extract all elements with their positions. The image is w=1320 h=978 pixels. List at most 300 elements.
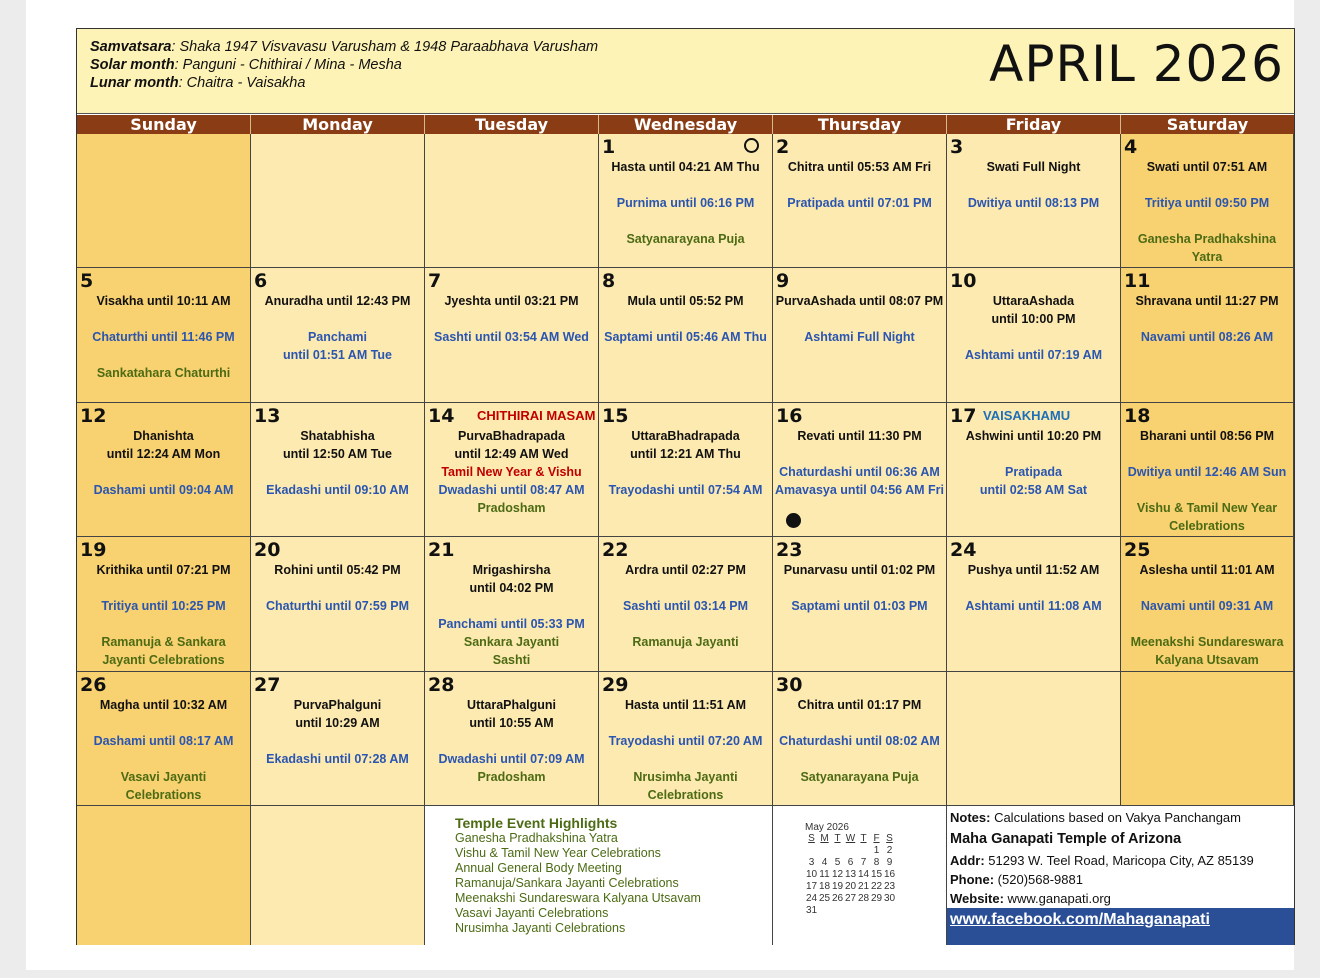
day-details bbox=[425, 696, 598, 786]
day-details bbox=[947, 427, 1120, 499]
day-cell-2 bbox=[773, 134, 947, 268]
phone-value: (520)568-9881 bbox=[994, 872, 1083, 887]
day-detail-line: UttaraBhadrapada bbox=[631, 428, 740, 443]
day-number: 22 bbox=[602, 539, 629, 562]
empty-day-cell bbox=[425, 134, 599, 268]
day-detail-line: Bharani until 08:56 PM bbox=[1139, 428, 1275, 443]
day-number: 26 bbox=[80, 673, 107, 696]
weekday-sunday: Sunday bbox=[77, 115, 251, 134]
day-details bbox=[599, 292, 772, 346]
mini-day: 20 bbox=[844, 881, 857, 892]
day-detail-line: UttaraPhalguni bbox=[467, 697, 556, 712]
day-detail-line: Ashtami Full Night bbox=[804, 330, 915, 345]
day-detail-line bbox=[773, 714, 946, 732]
day-detail-line bbox=[1121, 212, 1293, 230]
day-detail-line: Satyanarayana Puja bbox=[626, 232, 745, 246]
day-detail-line bbox=[773, 445, 946, 463]
website-label: Website: bbox=[950, 891, 1004, 906]
day-number: 23 bbox=[776, 539, 803, 562]
day-detail-line: Kalyana Utsavam bbox=[1155, 653, 1259, 668]
mini-day: 25 bbox=[818, 893, 831, 904]
day-detail-line: Satyanarayana Puja bbox=[800, 769, 919, 784]
temple-event-highlights bbox=[425, 806, 773, 945]
day-detail-line: Navami until 09:31 AM bbox=[1140, 599, 1274, 614]
day-detail-line: PurvaPhalguni bbox=[293, 697, 382, 712]
footer-empty-cell bbox=[251, 806, 425, 945]
day-detail-line: Vishu & Tamil New Year bbox=[1136, 500, 1278, 515]
day-detail-line: until 12:21 AM Thu bbox=[630, 446, 741, 461]
mini-day: 7 bbox=[860, 857, 867, 868]
day-details bbox=[251, 292, 424, 364]
day-details bbox=[251, 561, 424, 615]
mini-day: 2 bbox=[886, 845, 893, 856]
day-detail-line: Ganesha Pradhakshina bbox=[1137, 232, 1277, 246]
samvatsara-value: : Shaka 1947 Visvavasu Varusham & 1948 Paraabhava Varusham bbox=[171, 39, 599, 55]
day-details bbox=[251, 427, 424, 499]
mini-day bbox=[831, 905, 844, 917]
day-detail-line: Ashwini until 10:20 PM bbox=[965, 428, 1102, 443]
day-cell-20 bbox=[251, 537, 425, 671]
mini-day: 17 bbox=[805, 881, 818, 892]
day-detail-line: Chitra until 05:53 AM Fri bbox=[787, 160, 932, 174]
day-detail-line bbox=[425, 732, 598, 750]
day-detail-line: Tritiya until 09:50 PM bbox=[1144, 196, 1270, 210]
day-detail-line: Shravana until 11:27 PM bbox=[1135, 294, 1279, 309]
day-detail-line bbox=[77, 579, 250, 597]
day-details bbox=[425, 427, 598, 517]
day-details bbox=[773, 696, 946, 786]
day-number: 17 bbox=[950, 404, 977, 427]
day-detail-line: Vasavi Jayanti bbox=[120, 769, 207, 784]
day-detail-line: until 10:29 AM bbox=[295, 715, 380, 730]
day-detail-line bbox=[251, 310, 424, 328]
month-start-tag: VAISAKHAMU bbox=[983, 407, 1071, 423]
day-detail-line: PurvaBhadrapada bbox=[458, 428, 565, 443]
mini-day bbox=[844, 905, 857, 917]
events-heading: Temple Event Highlights bbox=[455, 815, 618, 831]
mini-calendar-may bbox=[773, 806, 947, 945]
mini-day: 8 bbox=[873, 857, 880, 868]
day-cell-16 bbox=[773, 403, 947, 537]
website-value[interactable]: www.ganapati.org bbox=[1003, 891, 1111, 906]
day-cell-4 bbox=[1121, 134, 1294, 268]
footer-empty-cell bbox=[77, 806, 251, 945]
day-detail-line: Celebrations bbox=[1169, 518, 1245, 533]
day-number: 11 bbox=[1124, 270, 1151, 293]
day-number: 8 bbox=[602, 270, 616, 293]
samvatsara-label: Samvatsara bbox=[90, 39, 172, 55]
mini-weekday: M bbox=[820, 833, 829, 844]
day-detail-line: Ashtami until 11:08 AM bbox=[965, 599, 1102, 614]
day-detail-line bbox=[773, 579, 946, 597]
day-details bbox=[77, 696, 250, 804]
mini-day: 18 bbox=[818, 881, 831, 892]
day-details bbox=[1121, 158, 1293, 266]
day-detail-line bbox=[251, 732, 424, 750]
mini-day: 30 bbox=[883, 893, 896, 904]
day-detail-line bbox=[251, 463, 424, 481]
mini-day: 14 bbox=[857, 869, 870, 880]
mini-day: 27 bbox=[844, 893, 857, 904]
day-cell-21 bbox=[425, 537, 599, 671]
day-detail-line: Anuradha until 12:43 PM bbox=[264, 294, 411, 309]
day-detail-line: Magha until 10:32 AM bbox=[99, 697, 228, 712]
day-detail-line: Mrigashirsha bbox=[472, 563, 551, 578]
mini-day: 1 bbox=[873, 845, 880, 856]
day-cell-24 bbox=[947, 537, 1121, 671]
mini-weekday: F bbox=[873, 833, 880, 844]
calendar-header bbox=[77, 29, 1294, 114]
day-number: 19 bbox=[80, 539, 107, 562]
mini-day: 28 bbox=[857, 893, 870, 904]
month-start-tag: CHITHIRAI MASAM bbox=[477, 407, 596, 423]
day-details bbox=[599, 696, 772, 804]
day-detail-line: Pushya until 11:52 AM bbox=[967, 563, 1100, 578]
day-detail-line: Ramanuja & Sankara bbox=[101, 635, 226, 650]
mini-day: 26 bbox=[831, 893, 844, 904]
day-detail-line: Pratipada until 07:01 PM bbox=[787, 196, 932, 210]
day-detail-line: Dashami until 09:04 AM bbox=[93, 482, 234, 497]
day-details bbox=[773, 427, 946, 499]
day-details bbox=[1121, 561, 1293, 669]
day-detail-line: Purnima until 06:16 PM bbox=[616, 196, 755, 210]
day-detail-line: Celebrations bbox=[647, 787, 724, 802]
day-detail-line: UttaraAshada bbox=[992, 294, 1075, 309]
day-number: 14 bbox=[428, 404, 455, 427]
day-detail-line bbox=[947, 328, 1120, 346]
day-detail-line: Celebrations bbox=[125, 787, 202, 802]
mini-day bbox=[857, 845, 870, 857]
mini-day: 10 bbox=[805, 869, 818, 880]
day-detail-line bbox=[599, 212, 772, 230]
day-cell-29 bbox=[599, 672, 773, 806]
day-detail-line: Swati until 07:51 AM bbox=[1146, 160, 1268, 174]
day-detail-line: Visakha until 10:11 AM bbox=[96, 294, 231, 309]
mini-day: 3 bbox=[808, 857, 815, 868]
day-details bbox=[947, 292, 1120, 364]
day-cell-14 bbox=[425, 403, 599, 537]
day-detail-line: until 04:02 PM bbox=[469, 581, 554, 596]
day-detail-line: Nrusimha Jayanti bbox=[633, 769, 738, 784]
day-number: 9 bbox=[776, 270, 790, 293]
day-detail-line: Ramanuja Jayanti bbox=[632, 635, 739, 650]
day-detail-line: Meenakshi Sundareswara bbox=[1130, 635, 1284, 650]
solar-month-label: Solar month bbox=[90, 57, 175, 73]
day-number: 25 bbox=[1124, 539, 1151, 562]
day-cell-13 bbox=[251, 403, 425, 537]
mini-day bbox=[883, 905, 896, 917]
day-detail-line: Amavasya until 04:56 AM Fri bbox=[774, 482, 945, 497]
event-item: Vishu & Tamil New Year Celebrations bbox=[455, 846, 661, 860]
empty-day-cell bbox=[77, 134, 251, 268]
day-detail-line bbox=[1121, 176, 1293, 194]
day-number: 13 bbox=[254, 404, 281, 427]
day-details bbox=[773, 292, 946, 346]
day-number: 16 bbox=[776, 404, 803, 427]
mini-day: 22 bbox=[870, 881, 883, 892]
day-cell-26 bbox=[77, 672, 251, 806]
day-cell-10 bbox=[947, 268, 1121, 402]
day-detail-line: Trayodashi until 07:54 AM bbox=[608, 482, 763, 497]
calendar bbox=[76, 28, 1295, 945]
day-detail-line bbox=[425, 310, 598, 328]
day-detail-line: Sashti bbox=[492, 653, 531, 668]
day-detail-line: until 12:24 AM Mon bbox=[106, 446, 221, 461]
day-details bbox=[599, 427, 772, 499]
mini-day: 23 bbox=[883, 881, 896, 892]
day-cell-27 bbox=[251, 672, 425, 806]
day-detail-line: Ekadashi until 09:10 AM bbox=[266, 482, 409, 497]
event-item: Ramanuja/Sankara Jayanti Celebrations bbox=[455, 876, 679, 890]
day-number: 30 bbox=[776, 673, 803, 696]
day-detail-line bbox=[599, 750, 772, 768]
day-detail-line: until 12:50 AM Tue bbox=[282, 446, 393, 461]
mini-calendar-title: May 2026 bbox=[805, 822, 849, 833]
day-number: 5 bbox=[80, 270, 94, 293]
mini-day: 19 bbox=[831, 881, 844, 892]
day-detail-line bbox=[599, 615, 772, 633]
day-details bbox=[773, 561, 946, 615]
day-cell-28 bbox=[425, 672, 599, 806]
day-details bbox=[773, 158, 946, 212]
day-detail-line bbox=[77, 615, 250, 633]
day-details bbox=[77, 427, 250, 499]
phone-label: Phone: bbox=[950, 872, 995, 887]
day-number: 7 bbox=[428, 270, 442, 293]
day-detail-line bbox=[947, 445, 1120, 463]
day-detail-line: Sashti until 03:54 AM Wed bbox=[434, 330, 589, 345]
notes-value: Calculations based on Vakya Panchangam bbox=[990, 810, 1241, 825]
day-detail-line: Pratipada bbox=[1005, 464, 1062, 479]
mini-day: 21 bbox=[857, 881, 870, 892]
day-detail-line: Revati until 11:30 PM bbox=[797, 428, 922, 443]
event-item: Vasavi Jayanti Celebrations bbox=[455, 906, 609, 920]
day-detail-line: Shatabhisha bbox=[300, 428, 375, 443]
facebook-link[interactable]: www.facebook.com/Mahaganapati bbox=[950, 911, 1210, 928]
day-cell-15 bbox=[599, 403, 773, 537]
mini-week-row bbox=[805, 845, 946, 857]
mini-day bbox=[844, 845, 857, 857]
weekday-monday: Monday bbox=[251, 115, 425, 134]
lunar-month-value: : Chaitra - Vaisakha bbox=[178, 75, 306, 91]
day-cell-1 bbox=[599, 134, 773, 268]
day-detail-line bbox=[77, 346, 250, 364]
day-detail-line: Chaturthi until 11:46 PM bbox=[92, 330, 235, 345]
day-cell-11 bbox=[1121, 268, 1294, 402]
day-cell-3 bbox=[947, 134, 1121, 268]
mini-day: 4 bbox=[821, 857, 828, 868]
day-detail-line: Jyeshta until 03:21 PM bbox=[444, 294, 579, 309]
day-cell-22 bbox=[599, 537, 773, 671]
day-detail-line: Dhanishta bbox=[133, 428, 194, 443]
day-number: 6 bbox=[254, 270, 268, 293]
day-cell-6 bbox=[251, 268, 425, 402]
mini-day: 6 bbox=[847, 857, 854, 868]
mini-day: 9 bbox=[886, 857, 893, 868]
day-details bbox=[599, 158, 772, 248]
day-detail-line: Panchami until 05:33 PM bbox=[438, 617, 585, 632]
page-title: APRIL 2026 bbox=[989, 35, 1284, 93]
hindu-calendar-info bbox=[90, 38, 598, 92]
day-details bbox=[77, 561, 250, 669]
mini-day: 29 bbox=[870, 893, 883, 904]
day-cell-7 bbox=[425, 268, 599, 402]
day-detail-line: Tritiya until 10:25 PM bbox=[101, 599, 226, 614]
day-detail-line: Chaturthi until 07:59 PM bbox=[265, 599, 410, 614]
mini-day: 16 bbox=[883, 869, 896, 880]
day-detail-line: Dwadashi until 08:47 AM bbox=[438, 482, 585, 497]
day-detail-line: Swati Full Night bbox=[986, 160, 1081, 174]
day-detail-line: until 02:58 AM Sat bbox=[979, 482, 1088, 497]
mini-weekday: W bbox=[845, 833, 856, 844]
day-detail-line: Rohini until 05:42 PM bbox=[274, 563, 401, 578]
day-cell-30 bbox=[773, 672, 947, 806]
day-cell-18 bbox=[1121, 403, 1294, 537]
day-detail-line: until 01:51 AM Tue bbox=[282, 348, 393, 363]
notes-label: Notes: bbox=[950, 810, 991, 825]
event-item: Nrusimha Jayanti Celebrations bbox=[455, 921, 626, 935]
full-moon-icon bbox=[744, 138, 759, 153]
day-detail-line: Chaturdashi until 06:36 AM bbox=[779, 464, 940, 479]
day-detail-line: Trayodashi until 07:20 AM bbox=[608, 733, 763, 748]
day-number: 1 bbox=[602, 136, 616, 158]
day-details bbox=[425, 292, 598, 346]
day-detail-line bbox=[1121, 481, 1293, 499]
mini-day: 24 bbox=[805, 893, 818, 904]
day-details bbox=[947, 158, 1120, 212]
day-number: 2 bbox=[776, 136, 790, 158]
calendar-footer bbox=[77, 806, 1294, 945]
day-detail-line: Sankatahara Chaturthi bbox=[96, 366, 231, 381]
day-detail-line bbox=[251, 579, 424, 597]
day-number: 12 bbox=[80, 404, 107, 427]
day-details bbox=[1121, 427, 1293, 535]
day-detail-line bbox=[947, 176, 1120, 194]
day-detail-line: Hasta until 04:21 AM Thu bbox=[611, 160, 760, 174]
day-detail-line bbox=[599, 714, 772, 732]
day-detail-line: Saptami until 01:03 PM bbox=[791, 599, 928, 614]
weekday-thursday: Thursday bbox=[773, 115, 947, 134]
day-detail-line: Tamil New Year & Vishu bbox=[441, 464, 582, 479]
day-detail-line bbox=[599, 310, 772, 328]
day-detail-line: Sankara Jayanti bbox=[463, 635, 560, 650]
day-detail-line bbox=[1121, 579, 1293, 597]
day-number: 15 bbox=[602, 404, 629, 427]
mini-week-row bbox=[805, 857, 946, 869]
mini-week-row bbox=[805, 893, 946, 905]
day-detail-line: Yatra bbox=[1191, 250, 1223, 264]
day-detail-line: Ardra until 02:27 PM bbox=[625, 563, 746, 578]
day-detail-line bbox=[77, 714, 250, 732]
lunar-month-label: Lunar month bbox=[90, 75, 179, 91]
day-detail-line: Navami until 08:26 AM bbox=[1140, 330, 1274, 345]
event-item: Meenakshi Sundareswara Kalyana Utsavam bbox=[455, 891, 701, 905]
day-number: 27 bbox=[254, 673, 281, 696]
day-detail-line: Chaturdashi until 08:02 AM bbox=[779, 733, 940, 748]
day-detail-line: Ashtami until 07:19 AM bbox=[964, 348, 1103, 363]
day-detail-line: until 10:00 PM bbox=[991, 312, 1076, 327]
weekday-saturday: Saturday bbox=[1166, 115, 1249, 134]
day-number: 3 bbox=[950, 136, 964, 158]
day-cell-5 bbox=[77, 268, 251, 402]
day-detail-line: Dwitiya until 08:13 PM bbox=[967, 196, 1100, 210]
day-number: 20 bbox=[254, 539, 281, 562]
day-detail-line: Pradosham bbox=[477, 500, 546, 515]
day-detail-line bbox=[599, 176, 772, 194]
temple-name: Maha Ganapati Temple of Arizona bbox=[950, 831, 1182, 847]
day-detail-line: Jayanti Celebrations bbox=[102, 653, 225, 668]
mini-day: 5 bbox=[834, 857, 841, 868]
day-number: 24 bbox=[950, 539, 977, 562]
day-detail-line: Dwadashi until 07:09 AM bbox=[438, 751, 585, 766]
day-details bbox=[251, 696, 424, 768]
event-item: Annual General Body Meeting bbox=[455, 861, 622, 875]
day-cell-19 bbox=[77, 537, 251, 671]
mini-day: 31 bbox=[805, 905, 818, 916]
mini-day bbox=[818, 905, 831, 917]
mini-day bbox=[831, 845, 844, 857]
day-detail-line bbox=[77, 750, 250, 768]
mini-day: 13 bbox=[844, 869, 857, 880]
weekday-header-row bbox=[77, 115, 1294, 134]
day-number: 10 bbox=[950, 270, 977, 293]
address-label: Addr: bbox=[950, 853, 985, 868]
day-cell-8 bbox=[599, 268, 773, 402]
mini-weekday: T bbox=[834, 833, 841, 844]
day-detail-line: Mula until 05:52 PM bbox=[627, 294, 744, 309]
day-cell-23 bbox=[773, 537, 947, 671]
mini-day bbox=[870, 905, 883, 917]
day-cell-25 bbox=[1121, 537, 1294, 671]
day-detail-line: until 12:49 AM Wed bbox=[454, 446, 569, 461]
day-detail-line: Saptami until 05:46 AM Thu bbox=[604, 330, 767, 345]
day-detail-line: Aslesha until 11:01 AM bbox=[1139, 563, 1275, 578]
new-moon-icon bbox=[786, 513, 801, 528]
empty-day-cell bbox=[251, 134, 425, 268]
day-number: 4 bbox=[1124, 136, 1138, 158]
mini-week-row bbox=[805, 905, 946, 917]
day-detail-line bbox=[599, 579, 772, 597]
day-number: 29 bbox=[602, 673, 629, 696]
day-number: 28 bbox=[428, 673, 455, 696]
mini-week-row bbox=[805, 881, 946, 893]
day-detail-line: Ekadashi until 07:28 AM bbox=[266, 751, 409, 766]
mini-calendar-days bbox=[805, 833, 946, 917]
day-number: 18 bbox=[1124, 404, 1151, 427]
temple-info bbox=[947, 806, 1294, 945]
day-detail-line bbox=[599, 463, 772, 481]
day-detail-line: Dashami until 08:17 AM bbox=[93, 733, 234, 748]
mini-day: 11 bbox=[819, 869, 830, 880]
mini-week-row bbox=[805, 869, 946, 881]
day-details bbox=[599, 561, 772, 651]
weekday-wednesday: Wednesday bbox=[599, 115, 773, 134]
mini-day bbox=[818, 845, 831, 857]
mini-day bbox=[857, 905, 870, 917]
day-detail-line bbox=[773, 750, 946, 768]
day-detail-line bbox=[425, 597, 598, 615]
facebook-banner bbox=[947, 908, 1294, 945]
day-details bbox=[1121, 292, 1293, 346]
solar-month-value: : Panguni - Chithirai / Mina - Mesha bbox=[174, 57, 402, 73]
day-detail-line bbox=[1121, 445, 1293, 463]
weekday-tuesday: Tuesday bbox=[425, 115, 599, 134]
day-details bbox=[77, 292, 250, 382]
calendar-sheet bbox=[26, 0, 1294, 970]
day-number: 21 bbox=[428, 539, 455, 562]
day-details bbox=[947, 561, 1120, 615]
day-detail-line bbox=[773, 176, 946, 194]
